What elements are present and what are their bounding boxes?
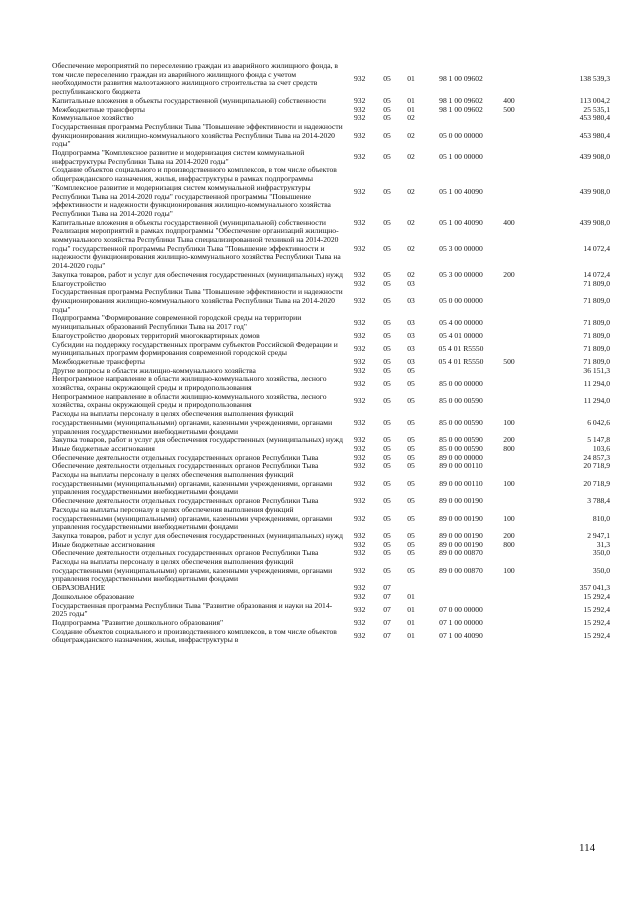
- admin-code: 932: [354, 619, 366, 627]
- admin-code: 932: [354, 344, 366, 353]
- admin-code: 932: [354, 444, 366, 453]
- row-name: Капитальные вложения в объекты государственной (муниципальной) собственности: [52, 96, 326, 105]
- table-row: [52, 271, 610, 280]
- subsection-code: 03: [407, 318, 415, 327]
- target-article-code: 89 0 00 00190: [439, 531, 483, 540]
- table-row: [52, 149, 610, 166]
- amount: 20 718,9: [583, 479, 610, 488]
- admin-code: 932: [354, 96, 366, 105]
- table-row: [52, 114, 610, 123]
- subsection-code: 01: [407, 605, 415, 614]
- expense-type-code: 100: [503, 479, 515, 488]
- table-row: [52, 497, 610, 506]
- amount: 14 072,4: [583, 244, 610, 253]
- subsection-code: 03: [407, 344, 415, 353]
- target-article-code: 85 0 00 00000: [439, 379, 483, 388]
- table-row: [52, 375, 610, 392]
- section-code: 05: [383, 444, 391, 453]
- expense-type-code: 500: [503, 357, 515, 366]
- section-code: 05: [383, 566, 391, 575]
- amount: 15 292,4: [583, 592, 610, 601]
- row-name: Благоустройство дворовых территорий многоквартирных домов: [52, 331, 260, 340]
- row-name: Расходы на выплаты персоналу в целях обеспечения выполнения функций государственными (муниципальными) органами, казенными учреждениями, органами управления государственными внебюджетными фондами: [52, 558, 333, 584]
- admin-code: 932: [354, 497, 366, 506]
- table-row: [52, 280, 610, 289]
- amount: 453 980,4: [579, 131, 610, 140]
- admin-code: 932: [354, 75, 366, 84]
- target-article-code: 05 4 00 00000: [439, 318, 483, 327]
- row-name: Государственная программа Республики Тыва "Повышение эффективности и надежности функционирования жилищно-коммунального хозяйства Республики Тыва на 2014-2020 годы": [52, 122, 343, 149]
- section-code: 05: [383, 540, 391, 549]
- admin-code: 932: [354, 584, 366, 593]
- subsection-code: 03: [407, 331, 415, 340]
- row-name: Расходы на выплаты персоналу в целях обеспечения выполнения функций государственными (муниципальными) органами, казенными учреждениями, органами управления государственными внебюджетными фондами: [52, 505, 333, 532]
- amount: 11 294,0: [583, 379, 610, 388]
- admin-code: 932: [354, 479, 366, 488]
- target-article-code: 89 0 00 00190: [439, 497, 483, 506]
- expense-type-code: 400: [503, 218, 515, 227]
- row-name: Межбюджетные трансферты: [52, 357, 145, 366]
- amount: 439 908,0: [579, 188, 610, 197]
- admin-code: 932: [354, 531, 366, 540]
- section-code: 05: [383, 114, 391, 123]
- subsection-code: 03: [407, 279, 415, 288]
- table-row: [52, 454, 610, 463]
- row-name: Другие вопросы в области жилищно-коммунального хозяйства: [52, 366, 256, 375]
- table-row: [52, 123, 610, 149]
- subsection-code: 05: [407, 436, 415, 445]
- subsection-code: 02: [407, 188, 415, 197]
- row-name: Обеспечение деятельности отдельных государственных органов Республики Тыва: [52, 453, 319, 462]
- amount: 810,0: [592, 514, 610, 523]
- row-name: Иные бюджетные ассигнования: [52, 540, 155, 549]
- table-row: [52, 314, 610, 331]
- target-article-code: 98 1 00 09602: [439, 105, 483, 114]
- table-row: [52, 393, 610, 410]
- section-code: 05: [383, 96, 391, 105]
- table-row: [52, 602, 610, 619]
- row-name: Обеспечение деятельности отдельных государственных органов Республики Тыва: [52, 462, 319, 471]
- target-article-code: 89 0 00 00110: [439, 462, 483, 471]
- amount: 11 294,0: [583, 397, 610, 406]
- row-name: Закупка товаров, работ и услуг для обеспечения государственных (муниципальных) нужд: [52, 531, 343, 540]
- amount: 3 788,4: [587, 497, 610, 506]
- table-row: [52, 288, 610, 314]
- row-name: Субсидии на поддержку государственных программ субъектов Российской Федерации и муниципальных программ формирования современной городской среды: [52, 340, 338, 358]
- amount: 71 809,0: [583, 357, 610, 366]
- target-article-code: 05 4 01 R5550: [438, 344, 484, 353]
- subsection-code: 05: [407, 397, 415, 406]
- row-name: Подпрограмма "Комплексное развитие и модернизация систем коммунальной инфраструктуры Республики Тыва на 2014-2020 годы": [52, 149, 305, 166]
- table-row: [52, 166, 610, 218]
- target-article-code: 05 1 00 00000: [439, 153, 483, 162]
- admin-code: 932: [354, 379, 366, 388]
- subsection-code: 05: [407, 497, 415, 506]
- expense-type-code: 100: [503, 418, 515, 427]
- admin-code: 932: [354, 566, 366, 575]
- section-code: 05: [383, 531, 391, 540]
- target-article-code: 05 3 00 00000: [439, 270, 483, 279]
- row-name: Подпрограмма "Формирование современной городской среды на территории муниципальных образований Республики Тыва на 2017 год": [52, 314, 302, 332]
- target-article-code: 85 0 00 00590: [439, 444, 483, 453]
- table-row: [52, 628, 610, 645]
- section-code: 07: [383, 592, 391, 601]
- table-row: [52, 619, 610, 628]
- section-code: 05: [383, 357, 391, 366]
- row-name: Благоустройство: [52, 279, 107, 288]
- table-row: [52, 558, 610, 584]
- section-code: 07: [383, 632, 391, 641]
- table-row: [52, 97, 610, 106]
- amount: 439 908,0: [579, 153, 610, 162]
- admin-code: 932: [354, 605, 366, 614]
- row-name: Расходы на выплаты персоналу в целях обеспечения выполнения функций государственными (муниципальными) органами, казенными учреждениями, органами управления государственными внебюджетными фондами: [52, 471, 333, 497]
- target-article-code: 05 4 01 00000: [439, 331, 483, 340]
- row-name: Создание объектов социального и производственного комплексов, в том числе объектов общегражданского назначения, жилья, инфраструктуры в: [52, 627, 337, 645]
- table-row: [52, 332, 610, 341]
- amount: 71 809,0: [583, 331, 610, 340]
- expense-type-code: 200: [503, 270, 515, 279]
- table-row: [52, 593, 610, 602]
- section-code: 05: [383, 218, 391, 227]
- row-name: Подпрограмма "Развитие дошкольного образования": [52, 619, 224, 627]
- subsection-code: 05: [407, 366, 415, 375]
- section-code: 05: [383, 397, 391, 406]
- section-code: 05: [383, 105, 391, 114]
- amount: 14 072,4: [583, 270, 610, 279]
- section-code: 05: [383, 497, 391, 506]
- table-row: [52, 367, 610, 376]
- expense-type-code: 100: [503, 514, 515, 523]
- amount: 350,0: [592, 566, 610, 575]
- target-article-code: 89 0 00 00110: [439, 479, 483, 488]
- row-name: Государственная программа Республики Тыва "Развитие образования и науки на 2014-2025 годы": [52, 601, 333, 619]
- section-code: 05: [383, 153, 391, 162]
- admin-code: 932: [354, 357, 366, 366]
- subsection-code: 02: [407, 153, 415, 162]
- section-code: 05: [383, 514, 391, 523]
- expense-type-code: 500: [503, 105, 515, 114]
- table-row: [52, 584, 610, 593]
- amount: 113 004,2: [579, 96, 610, 105]
- section-code: 05: [383, 366, 391, 375]
- admin-code: 932: [354, 279, 366, 288]
- table-row: [52, 106, 610, 115]
- admin-code: 932: [354, 270, 366, 279]
- row-name: Закупка товаров, работ и услуг для обеспечения государственных (муниципальных) нужд: [52, 436, 343, 445]
- section-code: 05: [383, 418, 391, 427]
- section-code: 05: [383, 318, 391, 327]
- section-code: 05: [383, 296, 391, 305]
- admin-code: 932: [354, 318, 366, 327]
- amount: 24 857,3: [583, 453, 610, 462]
- subsection-code: 03: [407, 357, 415, 366]
- target-article-code: 85 0 00 00590: [439, 418, 483, 427]
- amount: 138 539,3: [579, 75, 610, 84]
- amount: 25 535,1: [583, 105, 610, 114]
- table-row: [52, 358, 610, 367]
- section-code: 05: [383, 279, 391, 288]
- section-code: 05: [383, 344, 391, 353]
- amount: 31,3: [596, 540, 610, 549]
- row-name: Иные бюджетные ассигнования: [52, 444, 155, 453]
- admin-code: 932: [354, 218, 366, 227]
- amount: 439 908,0: [579, 218, 610, 227]
- subsection-code: 02: [407, 114, 415, 123]
- budget-table: [52, 62, 610, 645]
- table-row: [52, 62, 610, 97]
- target-article-code: 98 1 00 09602: [439, 75, 483, 84]
- amount: 5 147,8: [587, 436, 610, 445]
- admin-code: 932: [354, 592, 366, 601]
- amount: 71 809,0: [583, 344, 610, 353]
- row-name: Реализация мероприятий в рамках подпрограммы "Обеспечение организаций жилищно-коммунального хозяйства Республики Тыва специализированной техникой на 2014-2020 годы" государственной программы Республики Тыва "Повышение эффективности и надежности функционирования жилищно-коммунального хозяйства Республики Тыва на 2014-2020 годы": [52, 227, 341, 271]
- target-article-code: 89 0 00 00190: [439, 540, 483, 549]
- table-row: [52, 436, 610, 445]
- amount: 71 809,0: [583, 318, 610, 327]
- row-name: Непрограммное направление в области жилищно-коммунального хозяйства, лесного хозяйства, охраны окружающей среды и природопользования: [52, 375, 327, 393]
- target-article-code: 98 1 00 09602: [439, 96, 483, 105]
- table-row: [52, 410, 610, 436]
- amount: 103,6: [592, 444, 610, 453]
- admin-code: 932: [354, 462, 366, 471]
- expense-type-code: 100: [503, 566, 515, 575]
- section-code: 05: [383, 379, 391, 388]
- section-code: 05: [383, 462, 391, 471]
- subsection-code: 01: [407, 96, 415, 105]
- table-row: [52, 471, 610, 497]
- table-row: [52, 445, 610, 454]
- admin-code: 932: [354, 366, 366, 375]
- section-code: 05: [383, 479, 391, 488]
- amount: 20 718,9: [583, 462, 610, 471]
- section-code: 05: [383, 549, 391, 558]
- row-name: Государственная программа Республики Тыва "Повышение эффективности и надежности функционирования жилищно-коммунального хозяйства Республики Тыва на 2014-2020 годы": [52, 288, 343, 314]
- table-row: [52, 227, 610, 271]
- table-row: [52, 506, 610, 532]
- subsection-code: 02: [407, 131, 415, 140]
- subsection-code: 05: [407, 531, 415, 540]
- target-article-code: 07 1 00 00000: [439, 619, 483, 627]
- target-article-code: 05 0 00 00000: [439, 296, 483, 305]
- subsection-code: 01: [407, 632, 415, 641]
- admin-code: 932: [354, 397, 366, 406]
- row-name: Закупка товаров, работ и услуг для обеспечения государственных (муниципальных) нужд: [52, 270, 343, 279]
- section-code: 07: [383, 584, 391, 593]
- target-article-code: 05 1 00 40090: [439, 218, 483, 227]
- section-code: 05: [383, 436, 391, 445]
- admin-code: 932: [354, 153, 366, 162]
- row-name: Коммунальное хозяйство: [52, 114, 134, 123]
- subsection-code: 05: [407, 540, 415, 549]
- amount: 6 042,6: [587, 418, 610, 427]
- expense-type-code: 800: [503, 444, 515, 453]
- target-article-code: 85 0 00 00590: [439, 436, 483, 445]
- target-article-code: 89 0 00 00870: [439, 566, 483, 575]
- amount: 2 947,1: [587, 531, 610, 540]
- section-code: 05: [383, 331, 391, 340]
- target-article-code: 07 1 00 40090: [439, 632, 483, 641]
- admin-code: 932: [354, 296, 366, 305]
- expense-type-code: 400: [503, 96, 515, 105]
- section-code: 07: [383, 605, 391, 614]
- admin-code: 932: [354, 188, 366, 197]
- subsection-code: 05: [407, 418, 415, 427]
- section-code: 07: [383, 619, 391, 627]
- section-code: 05: [383, 75, 391, 84]
- amount: 357 041,3: [579, 584, 610, 593]
- table-row: [52, 549, 610, 558]
- amount: 453 980,4: [579, 114, 610, 123]
- target-article-code: 05 4 01 R5550: [438, 357, 484, 366]
- target-article-code: 07 0 00 00000: [439, 605, 483, 614]
- subsection-code: 02: [407, 218, 415, 227]
- table-row: [52, 541, 610, 550]
- subsection-code: 03: [407, 296, 415, 305]
- admin-code: 932: [354, 453, 366, 462]
- row-name: Обеспечение деятельности отдельных государственных органов Республики Тыва: [52, 497, 319, 506]
- section-code: 05: [383, 188, 391, 197]
- subsection-code: 01: [407, 592, 415, 601]
- subsection-code: 05: [407, 453, 415, 462]
- subsection-code: 05: [407, 549, 415, 558]
- admin-code: 932: [354, 436, 366, 445]
- admin-code: 932: [354, 105, 366, 114]
- admin-code: 932: [354, 540, 366, 549]
- row-name: Создание объектов социального и производственного комплексов, в том числе объектов общегражданского назначения, жилья, инфраструктуры в рамках подпрограммы "Комплексное развитие и модернизация систем коммунальной инфраструктуры Республики Тыва на 2014-2020 годы" государственной программы "Повышение эффективности и надежности функционирования жилищно-коммунального хозяйства Республики Тыва на 2014-2020 годы": [52, 166, 337, 218]
- amount: 15 292,4: [583, 619, 610, 627]
- table-row: [52, 219, 610, 228]
- subsection-code: 05: [407, 566, 415, 575]
- target-article-code: 89 0 00 00000: [439, 453, 483, 462]
- target-article-code: 05 0 00 00000: [439, 131, 483, 140]
- page-number: 114: [579, 842, 596, 854]
- target-article-code: 85 0 00 00590: [439, 397, 483, 406]
- table-row: [52, 532, 610, 541]
- target-article-code: 89 0 00 00190: [439, 514, 483, 523]
- subsection-code: 01: [407, 619, 415, 627]
- section-code: 05: [383, 453, 391, 462]
- target-article-code: 89 0 00 00870: [439, 549, 483, 558]
- row-name: Межбюджетные трансферты: [52, 105, 145, 114]
- table-row: [52, 341, 610, 358]
- row-name: Капитальные вложения в объекты государственной (муниципальной) собственности: [52, 218, 326, 227]
- admin-code: 932: [354, 331, 366, 340]
- section-code: 05: [383, 270, 391, 279]
- section-code: 05: [383, 244, 391, 253]
- amount: 15 292,4: [583, 605, 610, 614]
- expense-type-code: 200: [503, 531, 515, 540]
- amount: 15 292,4: [583, 632, 610, 641]
- amount: 71 809,0: [583, 296, 610, 305]
- subsection-code: 05: [407, 514, 415, 523]
- expense-type-code: 800: [503, 540, 515, 549]
- subsection-code: 02: [407, 270, 415, 279]
- amount: 350,0: [592, 549, 610, 558]
- admin-code: 932: [354, 514, 366, 523]
- target-article-code: 05 1 00 40090: [439, 188, 483, 197]
- target-article-code: 05 3 00 00000: [439, 244, 483, 253]
- admin-code: 932: [354, 549, 366, 558]
- admin-code: 932: [354, 418, 366, 427]
- amount: 36 151,3: [583, 366, 610, 375]
- row-name: Дошкольное образование: [52, 592, 135, 601]
- subsection-code: 01: [407, 75, 415, 84]
- subsection-code: 05: [407, 462, 415, 471]
- admin-code: 932: [354, 131, 366, 140]
- subsection-code: 05: [407, 379, 415, 388]
- subsection-code: 02: [407, 244, 415, 253]
- table-row: [52, 462, 610, 471]
- row-name: Расходы на выплаты персоналу в целях обеспечения выполнения функций государственными (муниципальными) органами, казенными учреждениями, органами управления государственными внебюджетными фондами: [52, 410, 333, 436]
- admin-code: 932: [354, 244, 366, 253]
- section-code: 05: [383, 131, 391, 140]
- admin-code: 932: [354, 114, 366, 123]
- row-name: Обеспечение мероприятий по переселению граждан из аварийного жилищного фонда, в том числе переселению граждан из аварийного жилищного фонда с учетом необходимости развития малоэтажного жилищного строительства за счет средств республиканского бюджета: [52, 62, 338, 97]
- row-name: Непрограммное направление в области жилищно-коммунального хозяйства, лесного хозяйства, охраны окружающей среды и природопользования: [52, 392, 327, 410]
- row-name: ОБРАЗОВАНИЕ: [52, 584, 106, 593]
- expense-type-code: 200: [503, 436, 515, 445]
- subsection-code: 05: [407, 444, 415, 453]
- row-name: Обеспечение деятельности отдельных государственных органов Республики Тыва: [52, 549, 319, 558]
- amount: 71 809,0: [583, 279, 610, 288]
- admin-code: 932: [354, 632, 366, 641]
- subsection-code: 05: [407, 479, 415, 488]
- subsection-code: 01: [407, 105, 415, 114]
